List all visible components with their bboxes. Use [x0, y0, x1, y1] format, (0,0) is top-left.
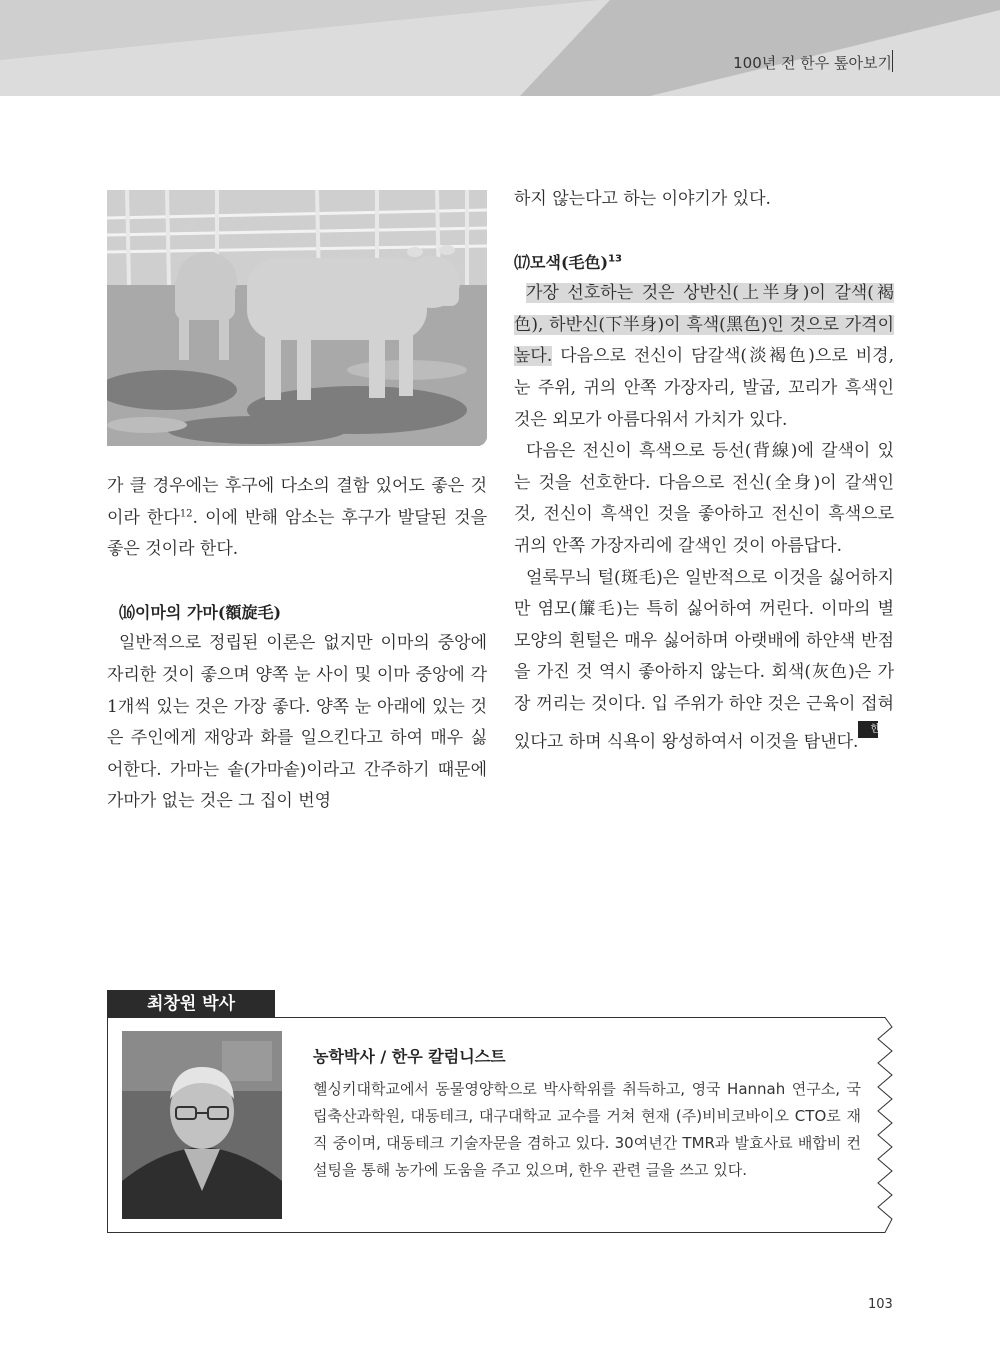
body-paragraph — [107, 471, 487, 566]
right-text-column — [514, 184, 894, 758]
end-mark-icon: 한우 — [858, 721, 878, 738]
author-name-tab: 최창원 박사 — [107, 990, 275, 1018]
running-title: 100년 전 한우 톺아보기 — [733, 54, 892, 72]
section-heading — [514, 247, 894, 279]
running-title-divider — [892, 50, 893, 72]
section-title-hanja: (毛色) — [560, 252, 609, 272]
cattle-photo — [107, 190, 487, 446]
page-number: 103 — [868, 1297, 893, 1312]
body-text: . 이에 반해 암소는 후구가 발달된 것을 좋은 것이라 한다. — [107, 507, 488, 560]
section-number: ⒄ — [514, 252, 531, 272]
body-text: 얼룩무늬 털(斑毛)은 일반적으로 이것을 싫어하지만 염모(簾毛)는 특히 싫어하여 꺼린다. 이마의 별모양의 흰털은 매우 싫어하며 아랫배에 하얀색 반점을 가진 것 역시 좋아하지 않는다. 회색(灰色)은 가장 꺼리는 것이다. 입 주위가 하얀 것은 근육이 접혀있다고 하며 식욕이 왕성하여서 이것을 탐낸다. — [514, 567, 894, 752]
body-text: 가 클 경우에는 후구에 다소의 결함 있어도 좋은 것이라 한다 — [107, 476, 487, 528]
body-paragraph — [514, 278, 894, 436]
author-role: 농학박사 / 한우 칼럼니스트 — [313, 1047, 506, 1066]
author-bio: 헬싱키대학교에서 동물영양학으로 박사학위를 취득하고, 영국 Hannah 연구소, 국립축산과학원, 대동테크, 대구대학교 교수를 거쳐 현재 (주)비비코바이오 CTO로 재직 중이며, 대동테크 기술자문을 겸하고 있다. 30여년간 TMR과 발효사료 배합비 컨설팅을 통해 농가에 도움을 주고 있으며, 한우 관련 글을 쓰고 있다. — [313, 1080, 861, 1179]
paragraph-gap — [514, 216, 894, 247]
section-title-hanja: (額旋毛) — [217, 602, 282, 622]
section-heading — [107, 597, 487, 629]
footnote-ref: 12 — [179, 507, 193, 519]
author-photo — [122, 1031, 282, 1219]
body-paragraph: 일반적으로 정립된 이론은 없지만 이마의 중앙에 자리한 것이 좋으며 양쪽 눈 사이 및 이마 중앙에 각 1개씩 있는 것은 가장 좋다. 양쪽 눈 아래에 있는 것은 주인에게 재앙과 화를 일으킨다고 하여 매우 싫어한다. 가마는 솥(가마솥)이라고 간주하기 때문에 가마가 없는 것은 그 집이 번영 — [107, 633, 487, 812]
paragraph-gap — [107, 566, 487, 597]
section-title: 이마의 가마 — [135, 602, 218, 622]
cattle-photo-illustration — [107, 190, 487, 446]
header-band — [0, 0, 1000, 96]
body-paragraph: 다음은 전신이 흑색으로 등선(背線)에 갈색이 있는 것을 선호한다. 다음으로 전신(全身)이 갈색인 것, 전신이 흑색인 것을 좋아하고 전신이 흑색으로 귀의 안쪽 가장자리에 갈색인 것이 아름답다. — [514, 441, 894, 556]
body-text: 다음으로 전신이 담갈색(淡褐色)으로 비경, 눈 주위, 귀의 안쪽 가장자리, 발굽, 꼬리가 흑색인 것은 외모가 아름다워서 가치가 있다. — [514, 346, 894, 430]
author-portrait — [122, 1031, 282, 1219]
footnote-ref: 13 — [608, 253, 623, 265]
left-text-column — [107, 471, 487, 818]
section-number: ⒃ — [119, 602, 136, 622]
section-title: 모색 — [530, 252, 561, 272]
highlighted-text: 가장 선호하는 것은 상반신(上半身)이 갈색(褐色), 하반신(下半身)이 흑색(黑色)인 것으로 가격이 높다. — [514, 283, 894, 367]
body-paragraph: 하지 않는다고 하는 이야기가 있다. — [514, 189, 771, 209]
body-paragraph — [514, 563, 894, 759]
